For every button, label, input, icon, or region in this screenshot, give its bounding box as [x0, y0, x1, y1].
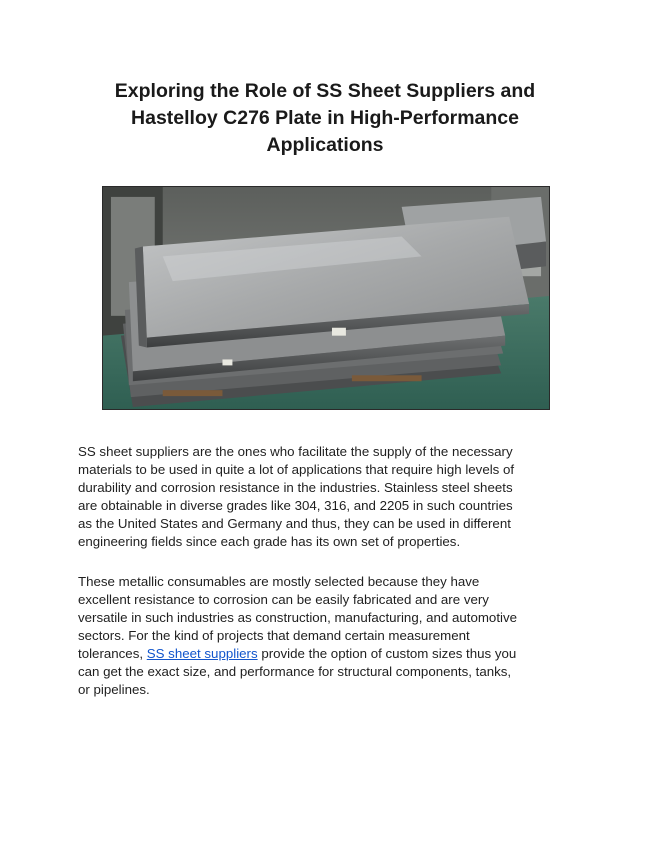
steel-sheets-photo	[102, 186, 550, 410]
page-title	[60, 78, 590, 159]
ss-sheet-suppliers-link[interactable]: SS sheet suppliers	[146, 646, 258, 661]
paragraph-1	[78, 443, 572, 551]
text-before-link: tolerances,	[78, 646, 147, 661]
text-after-link: provide the option of custom sizes thus you	[257, 646, 517, 661]
paragraph-1-line: are obtainable in diverse grades like 304, 316, and 2205 in such countries	[78, 498, 513, 513]
paragraph-1-line: materials to be used in quite a lot of applications that require high levels of	[78, 462, 515, 477]
paragraph-1-line: as the United States and Germany and thus, they can be used in different	[78, 516, 511, 531]
paragraph-1-line: engineering fields since each grade has its own set of properties.	[78, 534, 461, 549]
paragraph-1-line: SS sheet suppliers are the ones who facilitate the supply of the necessary	[78, 444, 513, 459]
paragraph-2-line-with-link	[78, 645, 572, 663]
title-line-1: Exploring the Role of SS Sheet Suppliers and	[114, 80, 536, 102]
paragraph-2-line: These metallic consumables are mostly selected because they have	[78, 574, 480, 589]
paragraph-2-line: or pipelines.	[78, 682, 150, 697]
paragraph-2-line: excellent resistance to corrosion can be easily fabricated and are very	[78, 592, 489, 607]
title-line-2: Hastelloy C276 Plate in High-Performance	[131, 107, 519, 129]
paragraph-2-line: versatile in such industries as construction, manufacturing, and automotive	[78, 610, 518, 625]
steel-sheets-illustration	[103, 187, 549, 409]
title-line-3: Applications	[266, 134, 384, 156]
paragraph-1-line: durability and corrosion resistance in the industries. Stainless steel sheets	[78, 480, 513, 495]
paragraph-2-line: can get the exact size, and performance for structural components, tanks,	[78, 664, 512, 679]
paragraph-2	[78, 573, 572, 699]
paragraph-2-line: sectors. For the kind of projects that demand certain measurement	[78, 628, 470, 643]
